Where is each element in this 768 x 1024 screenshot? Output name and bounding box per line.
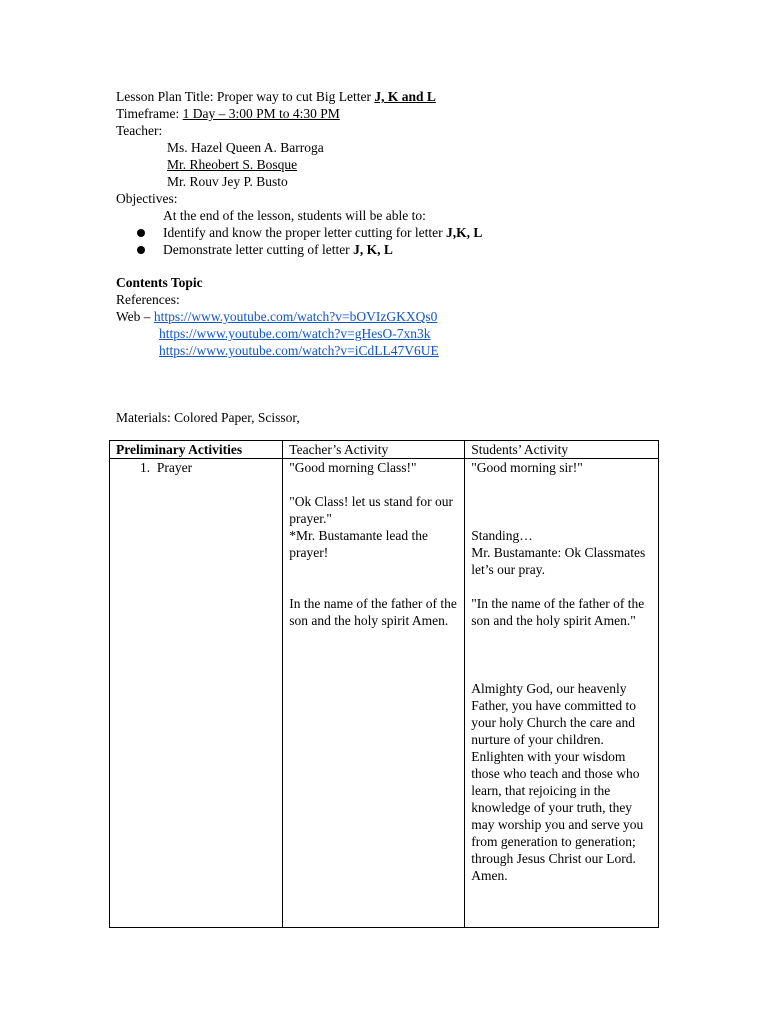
web-label: Web – <box>116 309 154 324</box>
student-line: "In the name of the father of the son and the holy spirit Amen." <box>471 596 645 628</box>
prayer-text: Almighty God, our heavenly Father, you have committed to your holy Church the care and nurture of your children. Enlighten with your wisdom those who teach and those who learn, that rejoicing in the knowledge of your truth, they may worship you and serve you from generation to generation; through Jesus Christ our Lord. Amen. <box>471 681 644 883</box>
timeframe <box>116 105 340 122</box>
activity-label: 1. Prayer <box>140 460 193 475</box>
teacher-name: Ms. Hazel Queen A. Barroga <box>167 140 324 155</box>
bullet-icon <box>137 229 145 237</box>
student-line: Standing… <box>471 528 533 543</box>
web-reference <box>116 308 437 325</box>
bullet-icon <box>137 246 145 254</box>
column-header: Teacher’s Activity <box>283 441 465 459</box>
column-header: Students’ Activity <box>465 441 659 459</box>
timeframe-label: Timeframe: <box>116 106 183 121</box>
timeframe-value: 1 Day – 3:00 PM to 4:30 PM <box>182 106 340 121</box>
teacher-name: Mr. Rouv Jey P. Busto <box>167 174 288 189</box>
column-header: Preliminary Activities <box>110 441 283 459</box>
materials: Materials: Colored Paper, Scissor, <box>116 410 300 425</box>
web-reference <box>159 325 430 342</box>
teacher-activity-cell <box>283 459 465 928</box>
lesson-title-letters: J, K and L <box>374 89 436 104</box>
web-reference <box>159 342 439 359</box>
objectives-intro: At the end of the lesson, students will be able to: <box>163 208 426 223</box>
teacher-line: "Good morning Class!" <box>289 460 417 475</box>
teacher-name: Mr. Rheobert S. Bosque <box>167 157 298 172</box>
lesson-title-text: Lesson Plan Title: Proper way to cut Big Letter <box>116 89 375 104</box>
activities-table <box>109 440 659 928</box>
activity-cell <box>110 459 283 928</box>
objective-text: Identify and know the proper letter cutting for letter J,K, L <box>163 225 483 240</box>
objective-text: Demonstrate letter cutting of letter J, K, L <box>163 242 393 257</box>
teacher-line: *Mr. Bustamante lead the prayer! <box>289 528 429 560</box>
teacher-line: "Ok Class! let us stand for our prayer." <box>289 494 454 526</box>
table-row <box>110 459 659 928</box>
references-label: References: <box>116 292 180 307</box>
reference-link[interactable]: https://www.youtube.com/watch?v=iCdLL47V6UE <box>159 343 439 358</box>
students-activity-cell <box>465 459 659 928</box>
student-line: Mr. Bustamante: Ok Classmates let’s our pray. <box>471 545 646 577</box>
table-header-row <box>110 441 659 459</box>
lesson-title <box>116 88 436 105</box>
student-line: "Good morning sir!" <box>471 460 583 475</box>
objectives-label: Objectives: <box>116 191 178 206</box>
teacher-line: In the name of the father of the son and the holy spirit Amen. <box>289 596 457 628</box>
reference-link[interactable]: https://www.youtube.com/watch?v=bOVIzGKXQs0 <box>153 309 438 324</box>
teacher-label: Teacher: <box>116 123 163 138</box>
contents-heading: Contents Topic <box>116 275 203 290</box>
reference-link[interactable]: https://www.youtube.com/watch?v=gHesO-7xn3k <box>159 326 431 341</box>
